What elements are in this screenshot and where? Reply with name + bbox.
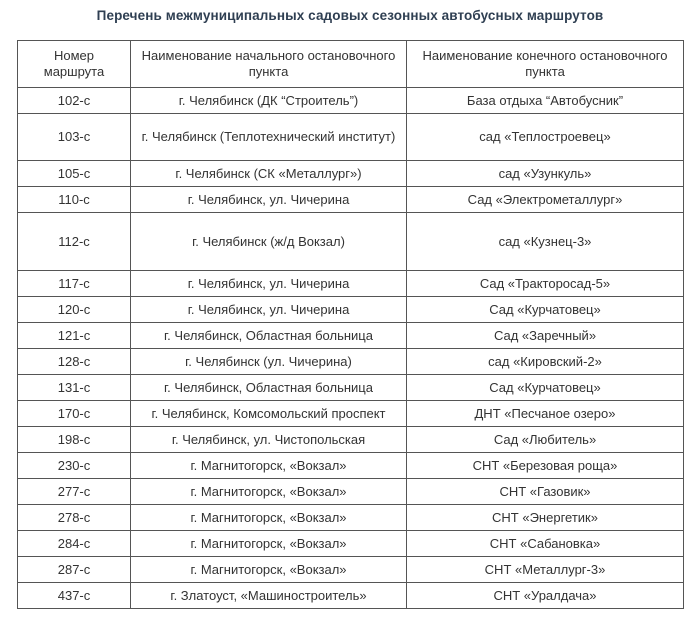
route-number-cell: 110-с xyxy=(18,187,131,213)
table-row xyxy=(18,557,684,583)
end-stop-cell: База отдыха “Автобусник” xyxy=(407,88,684,114)
page-title: Перечень межмуниципальных садовых сезонных автобусных маршрутов xyxy=(96,8,604,23)
table-row xyxy=(18,453,684,479)
route-number-cell: 437-с xyxy=(18,583,131,609)
table-row xyxy=(18,427,684,453)
start-stop-cell: г. Челябинск (СК «Металлург») xyxy=(131,161,407,187)
table-row xyxy=(18,401,684,427)
table-row xyxy=(18,583,684,609)
table-row xyxy=(18,187,684,213)
route-number-cell: 121-с xyxy=(18,323,131,349)
routes-table xyxy=(17,40,684,609)
header-route-number: Номер маршрута xyxy=(18,41,131,88)
end-stop-cell: сад «Теплостроевец» xyxy=(407,114,684,161)
route-number-cell: 131-с xyxy=(18,375,131,401)
start-stop-cell: г. Челябинск, ул. Чистопольская xyxy=(131,427,407,453)
start-stop-cell: г. Челябинск, Областная больница xyxy=(131,375,407,401)
table-row xyxy=(18,88,684,114)
route-number-cell: 103-с xyxy=(18,114,131,161)
start-stop-cell: г. Челябинск (Теплотехнический институт) xyxy=(131,114,407,161)
route-number-cell: 284-с xyxy=(18,531,131,557)
table-row xyxy=(18,479,684,505)
end-stop-cell: Сад «Курчатовец» xyxy=(407,297,684,323)
table-row xyxy=(18,531,684,557)
table-row xyxy=(18,297,684,323)
route-number-cell: 105-с xyxy=(18,161,131,187)
table-row xyxy=(18,323,684,349)
route-number-cell: 287-с xyxy=(18,557,131,583)
end-stop-cell: СНТ «Газовик» xyxy=(407,479,684,505)
end-stop-cell: СНТ «Уралдача» xyxy=(407,583,684,609)
route-number-cell: 112-с xyxy=(18,213,131,271)
end-stop-cell: СНТ «Металлург-3» xyxy=(407,557,684,583)
start-stop-cell: г. Челябинск, ул. Чичерина xyxy=(131,297,407,323)
end-stop-cell: Сад «Электрометаллург» xyxy=(407,187,684,213)
end-stop-cell: СНТ «Энергетик» xyxy=(407,505,684,531)
start-stop-cell: г. Магнитогорск, «Вокзал» xyxy=(131,531,407,557)
route-number-cell: 128-с xyxy=(18,349,131,375)
start-stop-cell: г. Челябинск, Комсомольский проспект xyxy=(131,401,407,427)
table-header-row xyxy=(18,41,684,88)
end-stop-cell: СНТ «Березовая роща» xyxy=(407,453,684,479)
start-stop-cell: г. Челябинск, ул. Чичерина xyxy=(131,187,407,213)
start-stop-cell: г. Магнитогорск, «Вокзал» xyxy=(131,479,407,505)
route-number-cell: 170-с xyxy=(18,401,131,427)
end-stop-cell: сад «Узункуль» xyxy=(407,161,684,187)
end-stop-cell: Сад «Заречный» xyxy=(407,323,684,349)
route-number-cell: 277-с xyxy=(18,479,131,505)
table-row xyxy=(18,114,684,161)
table-row xyxy=(18,505,684,531)
start-stop-cell: г. Челябинск, Областная больница xyxy=(131,323,407,349)
table-row xyxy=(18,213,684,271)
start-stop-cell: г. Магнитогорск, «Вокзал» xyxy=(131,505,407,531)
end-stop-cell: Сад «Курчатовец» xyxy=(407,375,684,401)
start-stop-cell: г. Челябинск (ул. Чичерина) xyxy=(131,349,407,375)
route-number-cell: 117-с xyxy=(18,271,131,297)
table-row xyxy=(18,349,684,375)
end-stop-cell: Сад «Любитель» xyxy=(407,427,684,453)
start-stop-cell: г. Магнитогорск, «Вокзал» xyxy=(131,557,407,583)
table-row xyxy=(18,375,684,401)
start-stop-cell: г. Магнитогорск, «Вокзал» xyxy=(131,453,407,479)
start-stop-cell: г. Челябинск (ДК “Строитель”) xyxy=(131,88,407,114)
route-number-cell: 120-с xyxy=(18,297,131,323)
table-row xyxy=(18,271,684,297)
end-stop-cell: Сад «Тракторосад-5» xyxy=(407,271,684,297)
header-end-stop: Наименование конечного остановочного пункта xyxy=(407,41,684,88)
route-number-cell: 102-с xyxy=(18,88,131,114)
start-stop-cell: г. Златоуст, «Машиностроитель» xyxy=(131,583,407,609)
route-number-cell: 230-с xyxy=(18,453,131,479)
table-row xyxy=(18,161,684,187)
start-stop-cell: г. Челябинск (ж/д Вокзал) xyxy=(131,213,407,271)
start-stop-cell: г. Челябинск, ул. Чичерина xyxy=(131,271,407,297)
route-number-cell: 278-с xyxy=(18,505,131,531)
end-stop-cell: СНТ «Сабановка» xyxy=(407,531,684,557)
route-number-cell: 198-с xyxy=(18,427,131,453)
end-stop-cell: ДНТ «Песчаное озеро» xyxy=(407,401,684,427)
header-start-stop: Наименование начального остановочного пункта xyxy=(131,41,407,88)
end-stop-cell: сад «Кузнец-3» xyxy=(407,213,684,271)
end-stop-cell: сад «Кировский-2» xyxy=(407,349,684,375)
